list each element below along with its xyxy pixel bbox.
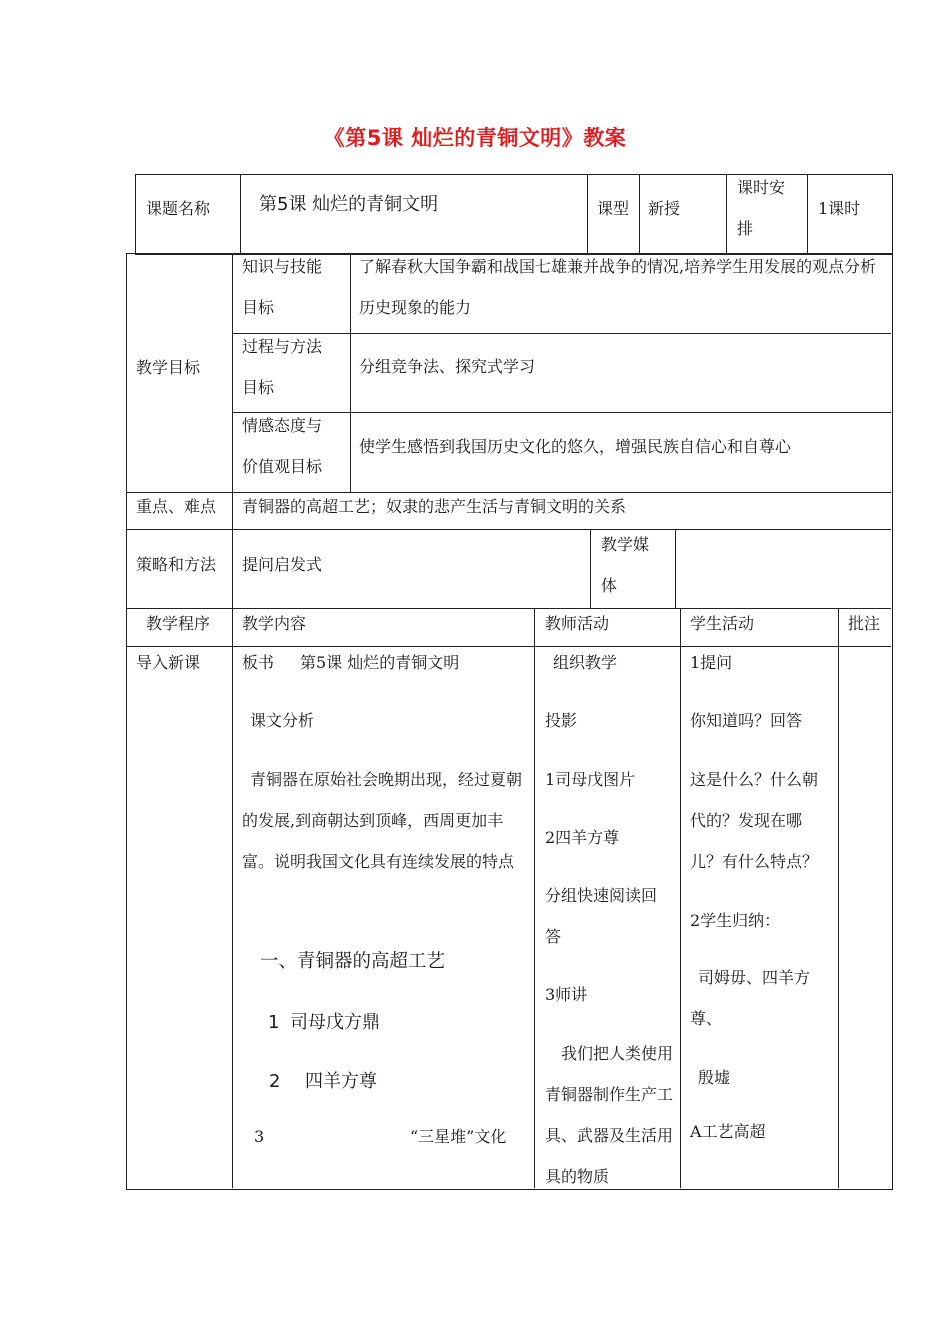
section-heading: 一、青铜器的高超工艺 xyxy=(260,951,446,972)
divider xyxy=(232,253,233,1188)
process-text: 分组竞争法、探究式学习 xyxy=(359,357,536,376)
process-label: 过程与方法 xyxy=(242,337,323,356)
emotion-label: 情感态度与 xyxy=(242,416,323,435)
divider xyxy=(350,253,351,492)
col-teacher: 教师活动 xyxy=(545,614,610,633)
col-procedure: 教学程序 xyxy=(146,614,211,633)
emotion-label-cont: 价值观目标 xyxy=(242,457,323,476)
analysis-label: 课文分析 xyxy=(250,711,315,730)
divider xyxy=(126,529,891,530)
divider xyxy=(587,174,588,253)
teacher-line: 答 xyxy=(545,927,562,946)
teacher-line: 2四羊方尊 xyxy=(545,828,620,847)
document-title: 《第5课 灿烂的青铜文明》教案 xyxy=(323,126,627,150)
strategy-label: 策略和方法 xyxy=(136,555,217,574)
hours-value: 1课时 xyxy=(818,199,861,218)
item2-text: 四羊方尊 xyxy=(305,1071,377,1092)
knowledge-text: 了解春秋大国争霸和战国七雄兼并战争的情况,培养学生用发展的观点分析历史现象的能力 xyxy=(359,257,877,317)
teacher-paragraph: 我们把人类使用青铜器制作生产工具、武器及生活用具的物质 xyxy=(545,1044,674,1186)
teacher-line: 投影 xyxy=(545,711,578,730)
student-line: 殷墟 xyxy=(698,1068,731,1087)
knowledge-label-cont: 目标 xyxy=(242,298,275,317)
media-label: 教学媒 xyxy=(601,535,650,554)
item1-text: 司母戊方鼎 xyxy=(290,1012,380,1033)
content-paragraph: 青铜器在原始社会晚期出现，经过夏朝的发展,到商朝达到顶峰，西周更加丰富。说明我国文化具有连续发展的特点 xyxy=(242,770,523,871)
media-label-cont: 体 xyxy=(601,576,618,595)
divider xyxy=(534,608,535,1188)
divider xyxy=(126,646,891,647)
student-line: A工艺高超 xyxy=(690,1122,766,1141)
key-points-label: 重点、难点 xyxy=(136,497,217,516)
divider xyxy=(232,333,891,334)
board-title: 第5课 灿烂的青铜文明 xyxy=(300,653,460,672)
teacher-line: 组织教学 xyxy=(553,653,618,672)
student-line: 你知道吗？回答 xyxy=(690,711,803,730)
divider xyxy=(680,608,681,1188)
board-label: 板书 xyxy=(242,653,275,672)
topic-label: 课题名称 xyxy=(146,199,211,218)
topic-value: 第5课 灿烂的青铜文明 xyxy=(259,194,439,215)
student-line: 1提问 xyxy=(690,653,733,672)
col-notes: 批注 xyxy=(848,614,881,633)
col-content: 教学内容 xyxy=(242,614,307,633)
item1-number: 1 xyxy=(268,1012,280,1033)
teacher-line: 1司母戊图片 xyxy=(545,770,636,789)
divider xyxy=(675,529,676,608)
key-points-text: 青铜器的高超工艺；奴隶的悲产生活与青铜文明的关系 xyxy=(242,497,627,516)
col-student: 学生活动 xyxy=(690,614,755,633)
divider xyxy=(726,174,727,253)
emotion-text: 使学生感悟到我国历史文化的悠久，增强民族自信心和自尊心 xyxy=(359,437,792,456)
process-label-cont: 目标 xyxy=(242,378,275,397)
student-paragraph: 这是什么？什么朝代的？发现在哪儿？有什么特点？ xyxy=(690,770,819,871)
hours-label-cont: 排 xyxy=(737,219,754,238)
student-paragraph: 司姆毋、四羊方尊、 xyxy=(690,968,811,1028)
teacher-line: 3师讲 xyxy=(545,985,588,1004)
divider xyxy=(126,608,891,609)
item2-number: 2 xyxy=(269,1071,281,1092)
strategy-text: 提问启发式 xyxy=(242,555,323,574)
divider xyxy=(240,174,241,253)
procedure-cell: 导入新课 xyxy=(136,653,201,672)
divider xyxy=(838,608,839,1188)
teacher-line: 分组快速阅读回 xyxy=(545,886,658,905)
item3-number: 3 xyxy=(254,1127,265,1146)
knowledge-label: 知识与技能 xyxy=(242,257,323,276)
divider xyxy=(590,529,591,608)
item3-text: “三星堆”文化 xyxy=(410,1127,507,1146)
divider xyxy=(807,174,808,253)
type-label: 课型 xyxy=(597,199,630,218)
student-line: 2学生归纳： xyxy=(690,911,781,930)
divider xyxy=(232,412,891,413)
objectives-label: 教学目标 xyxy=(136,358,201,377)
type-value: 新授 xyxy=(648,199,681,218)
hours-label: 课时安 xyxy=(737,178,786,197)
divider xyxy=(639,174,640,253)
